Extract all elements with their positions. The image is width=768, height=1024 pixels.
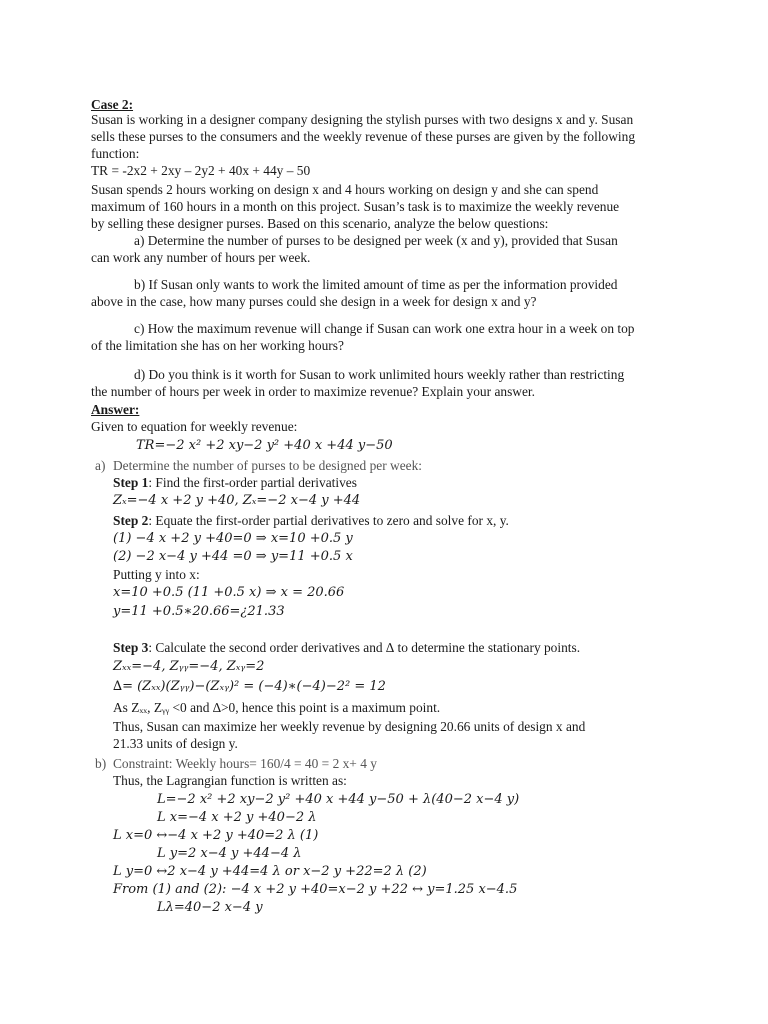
part-a-label: a) xyxy=(95,458,106,473)
constraint: Constraint: Weekly hours= 160/4 = 40 = 2 x+ 4 y xyxy=(113,756,377,771)
equation-2: (2) −2 x−4 y +44 =0 ⇒ y=11 +0.5 x xyxy=(113,549,353,564)
question-c-line-1: c) How the maximum revenue will change if Susan can work one extra hour in a week on top xyxy=(134,321,635,336)
x-solution: x=10 +0.5 (11 +0.5 x) ⇒ x = 20.66 xyxy=(113,585,345,600)
part-b-label: b) xyxy=(95,756,107,771)
step-2-label: Step 2 xyxy=(113,513,149,528)
step-3-label: Step 3 xyxy=(113,640,149,655)
second-order-derivatives: Zₓₓ=−4, Zᵧᵧ=−4, Zₓᵧ=2 xyxy=(113,659,265,674)
lx-derivative: L x=−4 x +2 y +40−2 λ xyxy=(157,810,317,825)
revenue-function: TR = -2x2 + 2xy – 2y2 + 40x + 44y – 50 xyxy=(91,163,311,178)
step-2-text: : Equate the first-order partial derivatives to zero and solve for x, y. xyxy=(148,513,509,528)
question-a-line-2: can work any number of hours per week. xyxy=(91,250,311,265)
answer-title: Answer: xyxy=(91,402,140,417)
step-1 xyxy=(113,474,357,491)
conclusion-line-2: 21.33 units of design y. xyxy=(113,736,238,751)
step-2 xyxy=(113,512,509,529)
delta-equation: ∆= (Zₓₓ)(Zᵧᵧ)−(Zₓᵧ)² = (−4)∗(−4)−2² = 12 xyxy=(113,679,386,694)
tr-equation: TR=−2 x² +2 xy−2 y² +40 x +44 y−50 xyxy=(136,438,393,453)
question-a-line-1: a) Determine the number of purses to be designed per week (x and y), provided that Susan xyxy=(134,233,618,248)
part-a-title: Determine the number of purses to be designed per week: xyxy=(113,458,422,473)
maximum-point-statement: As Zₓₓ, Zᵧᵧ <0 and ∆>0, hence this point is a maximum point. xyxy=(113,700,441,715)
ly-derivative: L y=2 x−4 y +44−4 λ xyxy=(157,846,302,861)
case-title: Case 2: xyxy=(91,97,134,112)
y-solution: y=11 +0.5∗20.66=¿21.33 xyxy=(113,604,285,619)
first-order-derivatives: Zₓ=−4 x +2 y +40, Zₓ=−2 x−4 y +44 xyxy=(113,493,361,508)
putting-y-into-x: Putting y into x: xyxy=(113,567,200,582)
intro-line-3: function: xyxy=(91,146,140,161)
question-b-line-2: above in the case, how many purses could she design in a week for design x and y? xyxy=(91,294,537,309)
step-1-text: : Find the first-order partial derivatives xyxy=(148,475,357,490)
from-1-and-2: From (1) and (2): −4 x +2 y +40=x−2 y +22 ↔ y=1.25 x−4.5 xyxy=(113,882,518,897)
question-d-line-1: d) Do you think is it worth for Susan to work unlimited hours weekly rather than restricting xyxy=(134,367,625,382)
intro-line-1: Susan is working in a designer company designing the stylish purses with two designs x and y. Susan xyxy=(91,112,634,127)
ly-zero: L y=0 ↔2 x−4 y +44=4 λ or x−2 y +22=2 λ (2) xyxy=(113,864,427,879)
question-d-line-2: the number of hours per week in order to maximize revenue? Explain your answer. xyxy=(91,384,535,399)
intro-line-2: sells these purses to the consumers and the weekly revenue of these purses are given by the following xyxy=(91,129,636,144)
intro-line-5: Susan spends 2 hours working on design x and 4 hours working on design y and she can spend xyxy=(91,182,599,197)
intro-line-6: maximum of 160 hours in a month on this project. Susan’s task is to maximize the weekly revenue xyxy=(91,199,620,214)
question-b-line-1: b) If Susan only wants to work the limited amount of time as per the information provided xyxy=(134,277,618,292)
lagrangian-intro: Thus, the Lagrangian function is written as: xyxy=(113,773,347,788)
intro-line-7: by selling these designer purses. Based on this scenario, analyze the below questions: xyxy=(91,216,549,231)
answer-given: Given to equation for weekly revenue: xyxy=(91,419,298,434)
step-3-text: : Calculate the second order derivatives and ∆ to determine the stationary points. xyxy=(148,640,581,655)
step-1-label: Step 1 xyxy=(113,475,149,490)
conclusion-line-1: Thus, Susan can maximize her weekly revenue by designing 20.66 units of design x and xyxy=(113,719,586,734)
lx-zero: L x=0 ↔−4 x +2 y +40=2 λ (1) xyxy=(113,828,319,843)
equation-1: (1) −4 x +2 y +40=0 ⇒ x=10 +0.5 y xyxy=(113,531,353,546)
l-lambda-derivative: Lλ=40−2 x−4 y xyxy=(157,900,263,915)
lagrangian-function: L=−2 x² +2 xy−2 y² +40 x +44 y−50 + λ(40−2 x−4 y) xyxy=(157,792,520,807)
question-c-line-2: of the limitation she has on her working hours? xyxy=(91,338,344,353)
step-3 xyxy=(113,639,580,656)
